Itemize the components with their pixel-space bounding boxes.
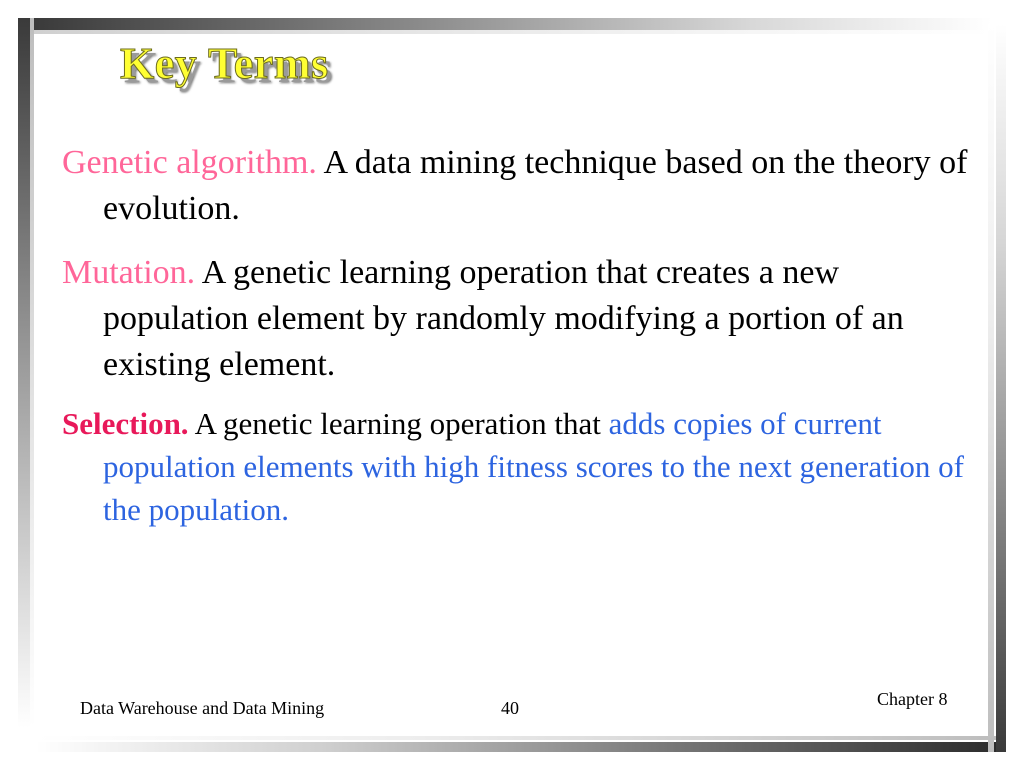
- frame-top-inner-bar: [32, 30, 992, 34]
- frame-left-inner-bar: [30, 18, 34, 728]
- term-genetic-algorithm: [62, 140, 972, 232]
- term-definition: A data mining technique based on the theory of evolution.: [103, 144, 968, 227]
- footer-chapter: Chapter 8: [877, 689, 948, 709]
- frame-right-bar: [996, 24, 1006, 752]
- frame-top-bar: [32, 18, 992, 30]
- term-name: Mutation.: [62, 254, 196, 291]
- footer-course-title: Data Warehouse and Data Mining: [80, 698, 325, 718]
- terms-list: [62, 140, 972, 549]
- term-definition: A genetic learning operation that: [188, 406, 609, 441]
- term-name: Genetic algorithm.: [62, 144, 317, 181]
- footer-page-number: 40: [501, 698, 519, 718]
- term-name: Selection.: [62, 406, 189, 441]
- slide-title: Key Terms: [120, 39, 329, 88]
- frame-left-bar: [18, 18, 30, 728]
- frame-bottom-bar: [36, 742, 998, 752]
- term-definition: A genetic learning operation that creates a new population element by randomly modifying a portion of an existing element.: [103, 254, 904, 383]
- frame-bottom-inner-bar: [36, 736, 998, 740]
- term-selection: [62, 402, 972, 531]
- frame-right-inner-bar: [988, 24, 994, 752]
- term-mutation: [62, 250, 972, 388]
- term-definition-highlight: adds copies of current population elements with high fitness scores to the next generation of the population.: [103, 406, 964, 527]
